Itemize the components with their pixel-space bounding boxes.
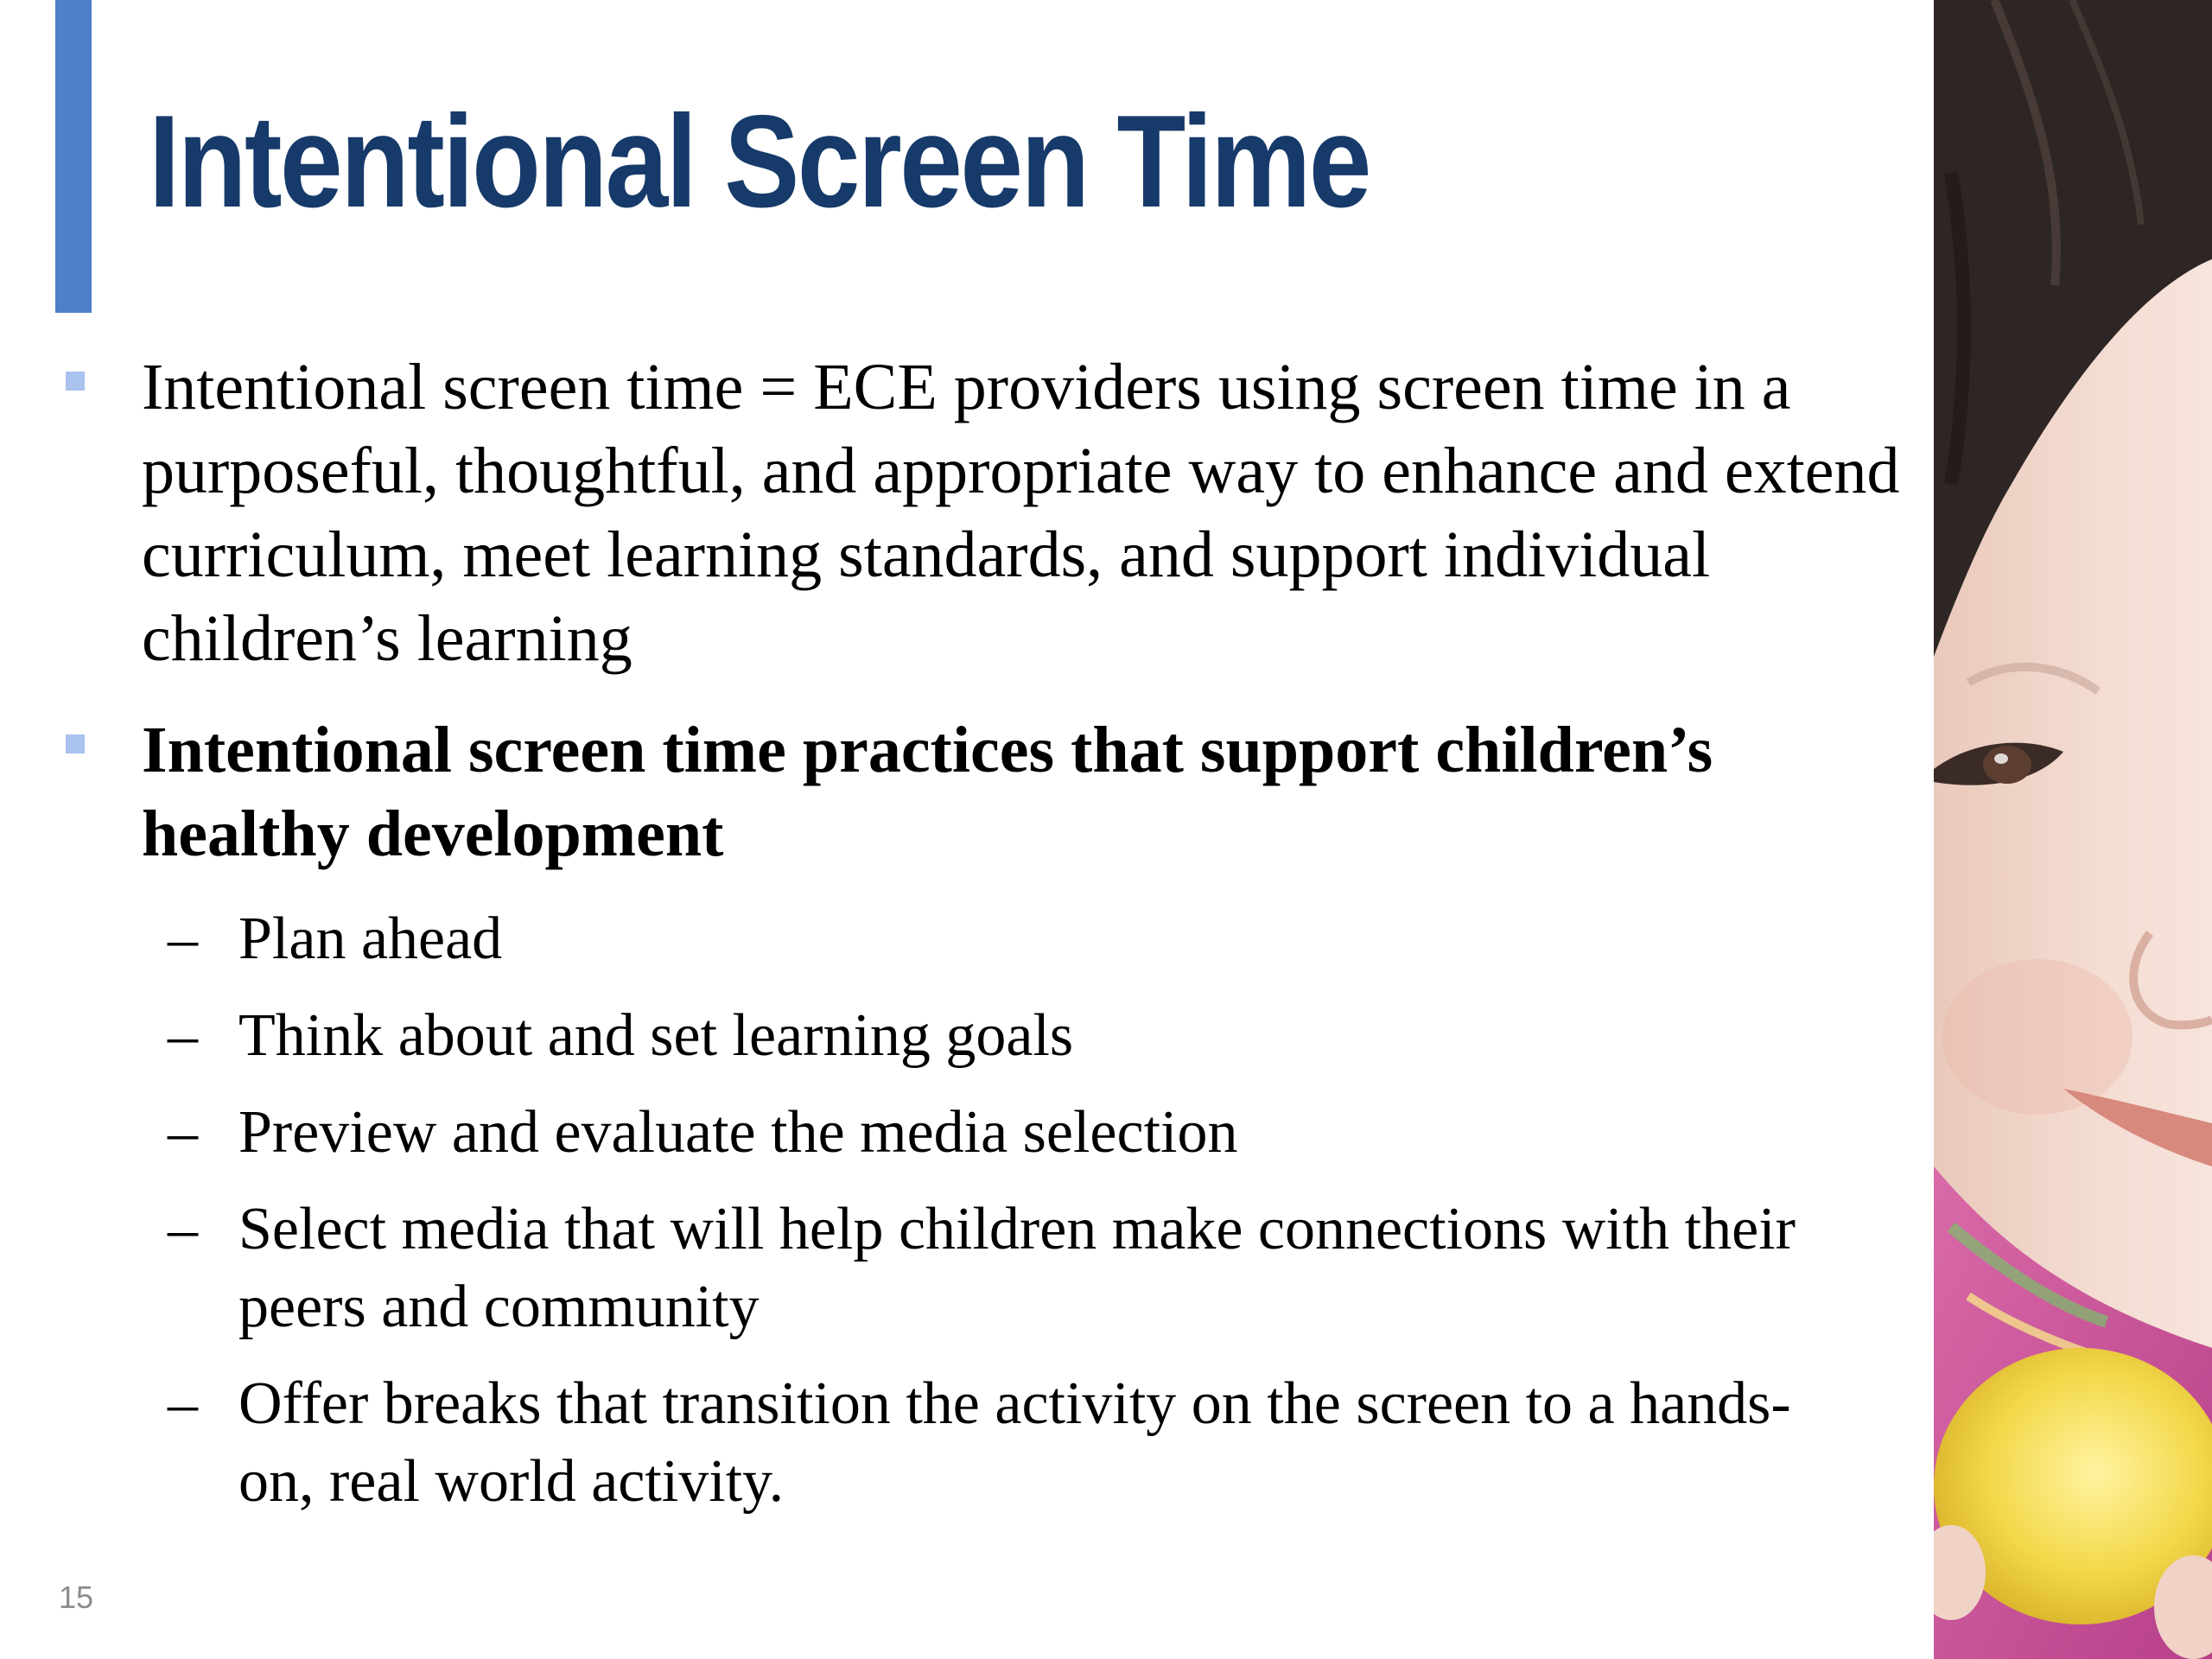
child-face-photo — [1934, 0, 2212, 1659]
sub-bullet-item — [0, 1191, 1863, 1346]
page-number: 15 — [59, 1580, 94, 1615]
sub-bullet-item — [0, 1365, 1863, 1521]
dash-bullet-icon: – — [168, 1002, 198, 1069]
bullet-item-definition — [0, 346, 1901, 681]
dash-bullet-icon: – — [168, 1196, 198, 1262]
title-accent-bar — [55, 0, 92, 313]
sub-bullet-text: Select media that will help children make connections with their peers and community — [238, 1196, 1796, 1340]
sub-bullet-text: Plan ahead — [238, 906, 503, 972]
sub-bullet-text: Offer breaks that transition the activity on the screen to a hands-on, real world activity. — [238, 1370, 1791, 1515]
slide-content — [0, 346, 1901, 1540]
sub-bullet-item — [0, 1094, 1863, 1172]
sub-bullet-text: Think about and set learning goals — [238, 1002, 1074, 1069]
slide-title: Intentional Screen Time — [149, 88, 1370, 235]
sub-bullet-item — [0, 997, 1863, 1075]
square-bullet-icon — [66, 734, 85, 753]
square-bullet-icon — [66, 372, 85, 391]
child-face-illustration — [1934, 0, 2212, 1659]
sub-bullet-item — [0, 900, 1863, 978]
dash-bullet-icon: – — [168, 1099, 198, 1166]
dash-bullet-icon: – — [168, 906, 198, 972]
dash-bullet-icon: – — [168, 1370, 198, 1437]
sub-bullet-text: Preview and evaluate the media selection — [238, 1099, 1238, 1166]
bullet-item-practices — [0, 709, 1901, 876]
bullet-text: Intentional screen time = ECE providers using screen time in a purposeful, thoughtful, and appropriate way to enhance and extend curriculum, meet learning standards, and support individual children’s learning — [142, 351, 1900, 675]
bullet-text: Intentional screen time practices that support children’s healthy development — [142, 714, 1713, 870]
